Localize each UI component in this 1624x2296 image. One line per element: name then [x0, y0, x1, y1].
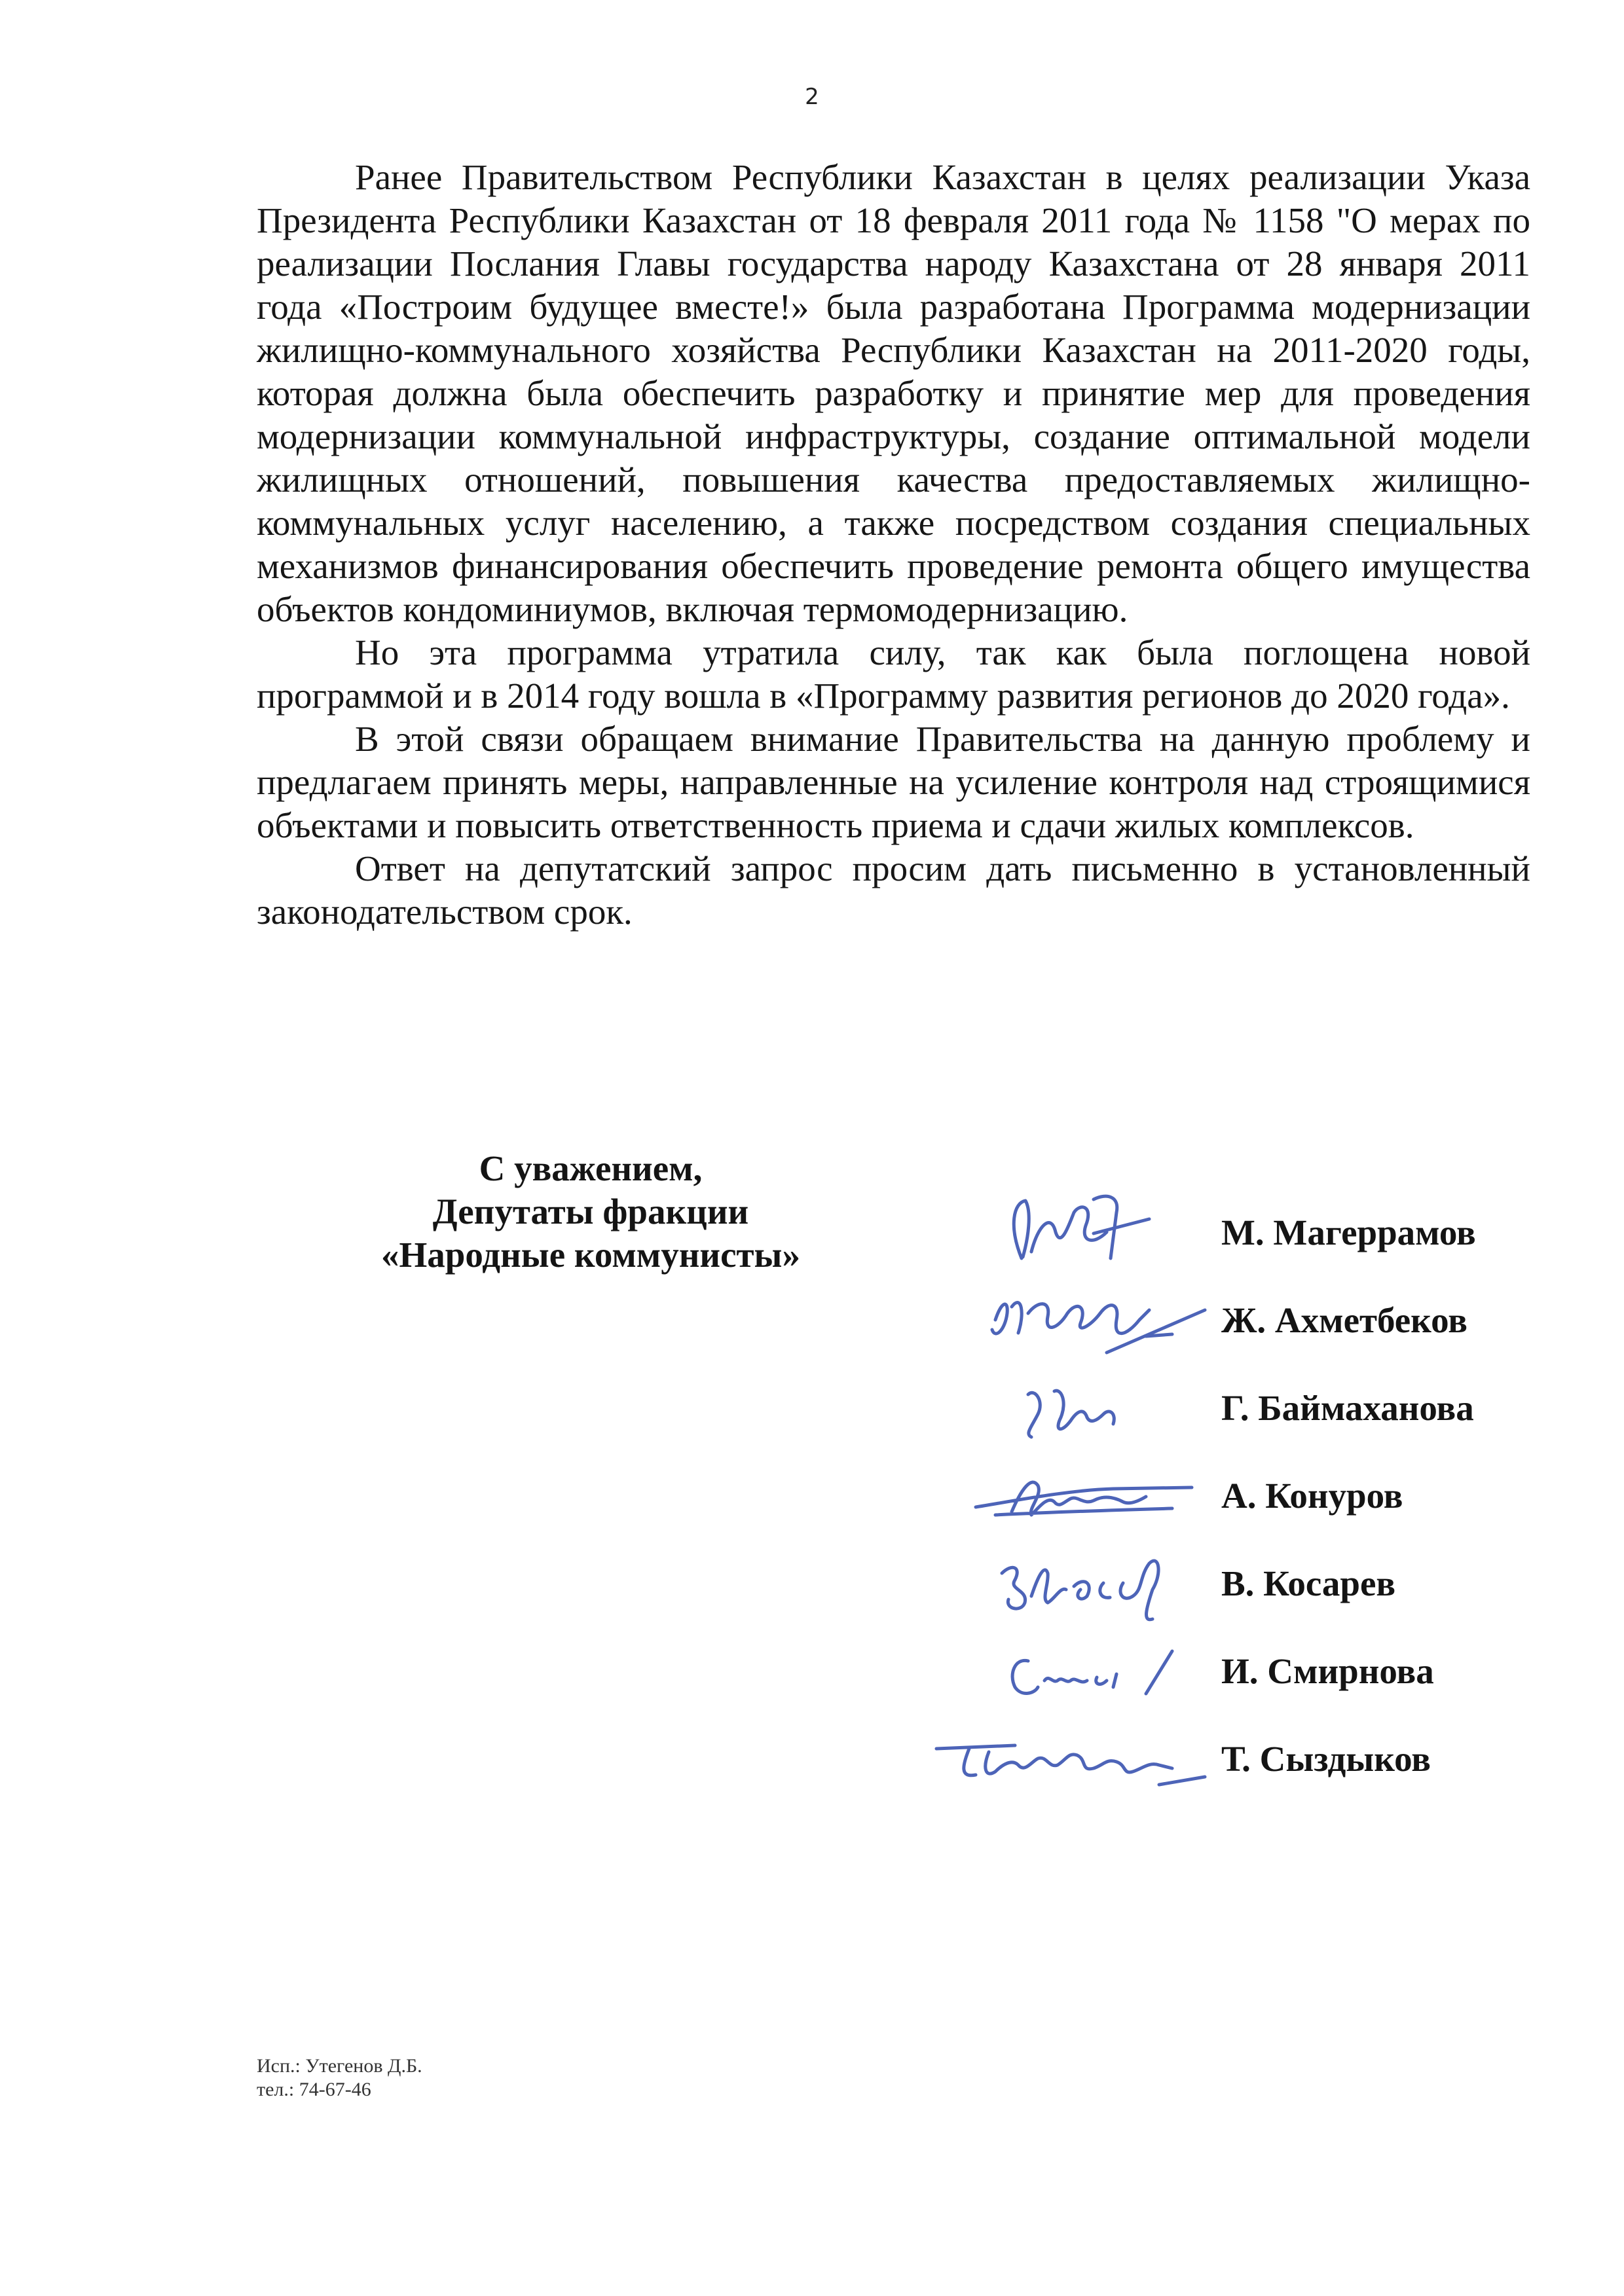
signature-image [897, 1362, 1225, 1449]
signer-row [897, 1537, 1552, 1625]
signers-list [897, 1186, 1552, 1800]
executor-name: Исп.: Утегенов Д.Б. [257, 2055, 422, 2077]
letter-body [257, 156, 1530, 934]
signature-image [897, 1625, 1225, 1713]
executor-info [257, 2054, 422, 2102]
signer-name: Т. Сыздыков [1221, 1739, 1431, 1779]
signature-image [897, 1274, 1225, 1362]
signer-name: Г. Баймаханова [1221, 1388, 1474, 1428]
paragraph-program-history: Ранее Правительством Республики Казахстан в целях реализации Указа Президента Республики Казахстан от 18 февраля 2011 года № 1158 "О мерах по реализации Послания Главы государства народу Казахстана от 28 января 2011 года «Построим будущее вместе!» была разработана Программа модернизации жилищно-коммунального хозяйства Республики Казахстан на 2011-2020 годы, которая должна была обеспечить разработку и принятие мер для проведения модернизации коммунальной инфраструктуры, создание оптимальной модели жилищных отношений, повышения качества предоставляемых жилищно-коммунальных услуг населению, а также посредством создания специальных механизмов финансирования обеспечить проведение ремонта общего имущества объектов кондоминиумов, включая термомодернизацию. [257, 157, 1530, 629]
signer-name: А. Конуров [1221, 1476, 1403, 1516]
signature-image [897, 1713, 1225, 1800]
closing-deputies: Депутаты фракции [432, 1192, 749, 1231]
signer-row [897, 1713, 1552, 1800]
executor-phone: тел.: 74-67-46 [257, 2079, 371, 2100]
signer-name: И. Смирнова [1221, 1651, 1434, 1691]
signer-name: М. Магеррамов [1221, 1212, 1476, 1252]
signature-image [897, 1186, 1225, 1274]
closing-faction: «Народные коммунисты» [381, 1235, 800, 1275]
signer-row [897, 1625, 1552, 1713]
signature-image [897, 1537, 1225, 1625]
signer-row [897, 1362, 1552, 1449]
paragraph-request: В этой связи обращаем внимание Правительства на данную проблему и предлагаем принять меры, направленные на усиление контроля над строящимися объектами и повысить ответственность приема и сдачи жилых комплексов. [257, 719, 1530, 845]
closing-greeting: С уважением, [479, 1148, 703, 1188]
signer-row [897, 1186, 1552, 1274]
paragraph-program-expired: Но эта программа утратила силу, так как была поглощена новой программой и в 2014 году вошла в «Программу развития регионов до 2020 года». [257, 632, 1530, 716]
paragraph-response-request: Ответ на депутатский запрос просим дать письменно в установленный законодательством срок. [257, 848, 1530, 932]
signer-row [897, 1449, 1552, 1537]
signer-row [897, 1274, 1552, 1362]
signer-name: В. Косарев [1221, 1563, 1396, 1603]
signature-image [897, 1449, 1225, 1537]
closing-block [257, 1147, 925, 1277]
signer-name: Ж. Ахметбеков [1221, 1300, 1467, 1340]
page-number: 2 [805, 84, 819, 110]
